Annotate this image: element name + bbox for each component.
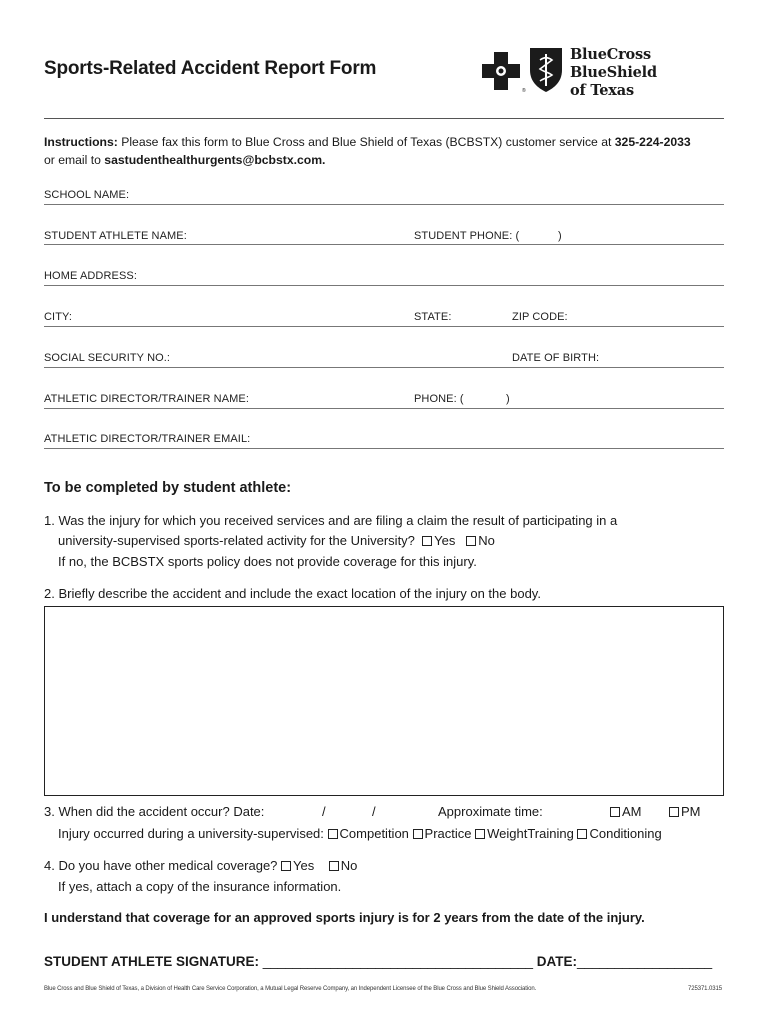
q4-yes-label: Yes <box>293 858 315 873</box>
school-name-field[interactable] <box>44 204 724 205</box>
ssn-label: SOCIAL SECURITY NO.: <box>44 352 171 364</box>
dob-label: DATE OF BIRTH: <box>512 352 600 364</box>
q1-yes-checkbox[interactable] <box>422 536 432 546</box>
state-label: STATE: <box>414 311 452 323</box>
instructions-label: Instructions: <box>44 135 118 149</box>
competition-label: Competition <box>339 826 409 841</box>
school-name-label: SCHOOL NAME: <box>44 189 130 201</box>
student-name-label: STUDENT ATHLETE NAME: <box>44 230 187 242</box>
q2-text: 2. Briefly describe the accident and include the exact location of the injury on the body. <box>44 586 541 601</box>
instructions <box>44 134 734 169</box>
ad-phone-label: PHONE: ( <box>414 393 464 405</box>
q3-time-label: Approximate time: <box>438 804 543 819</box>
home-address-label: HOME ADDRESS: <box>44 270 137 282</box>
city-field[interactable] <box>44 326 724 327</box>
signature-line[interactable]: ____________________________________ <box>262 954 534 969</box>
instructions-text: Please fax this form to Blue Cross and Blue Shield of Texas (BCBSTX) customer service at <box>117 135 615 149</box>
home-address-field[interactable] <box>44 285 724 286</box>
ad-name-label: ATHLETIC DIRECTOR/TRAINER NAME: <box>44 393 249 405</box>
email-address: sastudenthealthurgents@bcbstx.com. <box>104 152 326 167</box>
svg-text:®: ® <box>522 88 526 94</box>
zip-label: ZIP CODE: <box>512 311 568 323</box>
logo-line-2: of Texas <box>570 82 634 99</box>
ssn-field[interactable] <box>44 367 724 368</box>
q1-line2 <box>58 531 495 551</box>
practice-label: Practice <box>424 826 472 841</box>
q3-slash-1: / <box>322 804 326 819</box>
section-heading: To be completed by student athlete: <box>44 480 292 496</box>
accident-description-box[interactable] <box>44 606 724 796</box>
q1-line3: If no, the BCBSTX sports policy does not provide coverage for this injury. <box>58 554 477 569</box>
coverage-statement: I understand that coverage for an approved sports injury is for 2 years from the date of the injury. <box>44 910 645 925</box>
q1-no-label: No <box>478 533 495 548</box>
q1-line1: 1. Was the injury for which you received services and are filing a claim the result of participating in a <box>44 513 618 528</box>
q3-line2 <box>58 824 662 844</box>
q3-pm-option <box>669 802 701 822</box>
instructions-text-2: or email to <box>44 152 105 167</box>
am-label: AM <box>622 804 642 819</box>
q4-no-checkbox[interactable] <box>329 861 339 871</box>
practice-checkbox[interactable] <box>413 829 423 839</box>
competition-checkbox[interactable] <box>328 829 338 839</box>
signature-date-label: DATE: <box>533 954 578 969</box>
weight-training-label: WeightTraining <box>487 826 574 841</box>
q3-activity-question: Injury occurred during a university-supervised: <box>58 826 324 841</box>
weight-training-checkbox[interactable] <box>475 829 485 839</box>
q3-label: 3. When did the accident occur? Date: <box>44 804 265 819</box>
q1-yes-label: Yes <box>434 533 456 548</box>
page-title: Sports-Related Accident Report Form <box>44 58 377 79</box>
logo-line-1: BlueCross BlueShield <box>570 46 657 81</box>
signature-row <box>44 954 712 969</box>
q3-am-option <box>610 802 642 822</box>
ad-email-field[interactable] <box>44 448 724 449</box>
fax-number: 325-224-2033 <box>614 135 691 149</box>
student-phone-label: STUDENT PHONE: ( <box>414 230 520 242</box>
footer-legal: Blue Cross and Blue Shield of Texas, a Division of Health Care Service Corporation, a Mutual Legal Reserve Company, an Independent Licensee of the Blue Cross and Blue Shield Association. <box>44 986 537 992</box>
footer-form-id: 725371.0315 <box>688 986 722 992</box>
q3-slash-2: / <box>372 804 376 819</box>
q1-no-checkbox[interactable] <box>466 536 476 546</box>
q1-question: university-supervised sports-related activity for the University? <box>58 533 415 548</box>
signature-date-line[interactable]: __________________ <box>577 954 713 969</box>
pm-label: PM <box>681 804 701 819</box>
logo-wordmark <box>570 46 728 100</box>
city-label: CITY: <box>44 311 73 323</box>
q4-line2: If yes, attach a copy of the insurance information. <box>58 879 342 894</box>
pm-checkbox[interactable] <box>669 807 679 817</box>
conditioning-checkbox[interactable] <box>577 829 587 839</box>
am-checkbox[interactable] <box>610 807 620 817</box>
q4-no-label: No <box>340 858 358 873</box>
q4-question: 4. Do you have other medical coverage? <box>44 858 278 873</box>
header-divider <box>44 118 724 119</box>
signature-label: STUDENT ATHLETE SIGNATURE: <box>44 954 263 969</box>
student-phone-close: ) <box>558 230 562 242</box>
student-name-field[interactable] <box>44 244 724 245</box>
q4-line1 <box>44 856 357 876</box>
ad-phone-close: ) <box>506 393 510 405</box>
bcbs-logo <box>480 44 728 99</box>
ad-email-label: ATHLETIC DIRECTOR/TRAINER EMAIL: <box>44 433 251 445</box>
cross-shield-icon <box>480 44 566 94</box>
conditioning-label: Conditioning <box>589 826 662 841</box>
ad-name-field[interactable] <box>44 408 724 409</box>
q4-yes-checkbox[interactable] <box>281 861 291 871</box>
